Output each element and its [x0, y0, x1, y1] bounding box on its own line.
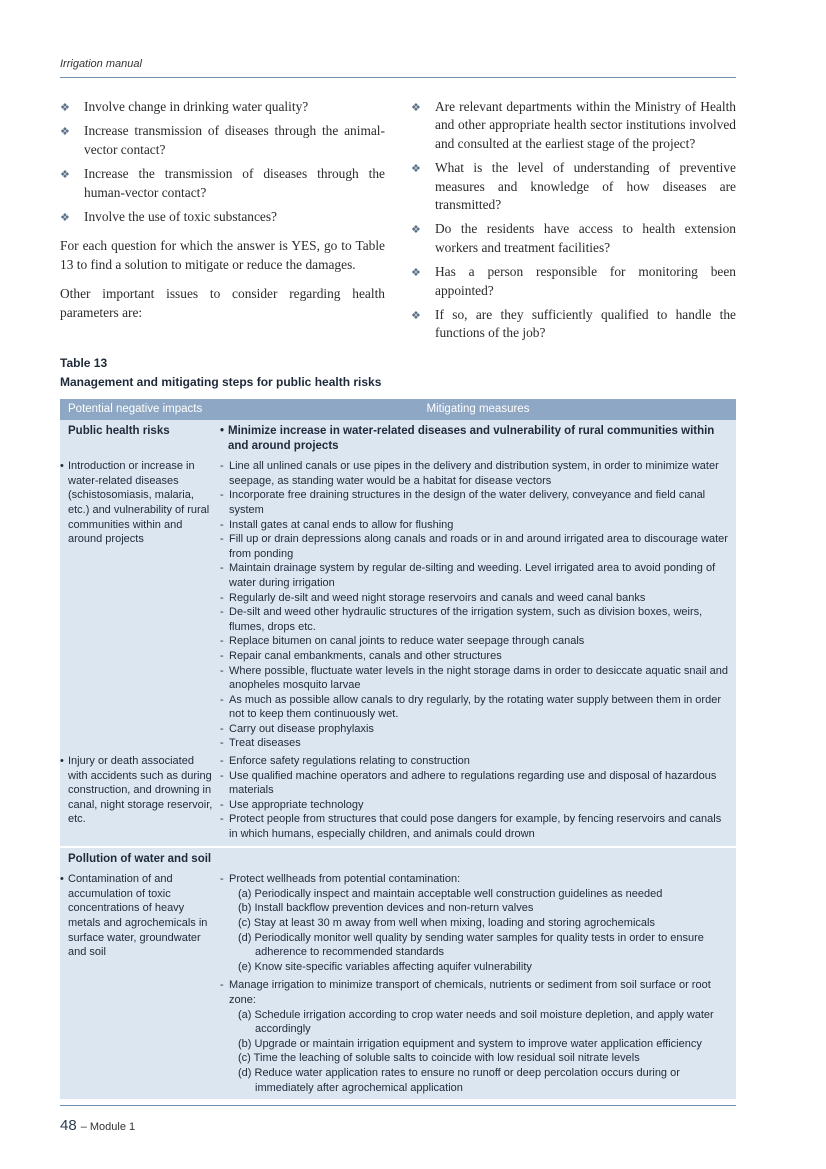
list-item: - Enforce safety regulations relating to construction	[220, 755, 470, 768]
list-item: - Manage irrigation to minimize transport of chemicals, nutrients or sediment from soil surface or root zone: (a) Schedule irrigation according to crop water needs and soil moisture depletion, and apply water accordingly (b) Upgrade or maintain irrigation equipment and system to improve water application efficiency (c) Time the leaching of soluble salts to coincide with low residual soil nitrate levels (d) Reduce water application rates to ensure no runoff or deep percolation occurs during or immediately after agrochemical application	[220, 978, 732, 1095]
list-item: ❖ Are relevant departments within the Ministry of Health and other appropriate health sector institutions involved and consulted at the earliest stage of the project?	[411, 99, 736, 151]
header-rule	[60, 77, 736, 78]
column-header-impacts: Potential negative impacts	[68, 403, 203, 415]
list-item: - De-silt and weed other hydraulic structures of the irrigation system, such as division boxes, weirs, flumes, drops etc.	[220, 606, 703, 633]
section-title: Pollution of water and soil	[68, 852, 212, 865]
diamond-bullet-icon: ❖	[60, 126, 70, 139]
list-item: - Protect wellheads from potential contamination: (a) Periodically inspect and maintain acceptable well construction guidelines as needed (b) Install backflow prevention devices and non-return valves (c) Stay at least 30 m away from well when mixing, loading and storing agrochemicals (d) Periodically monitor well quality by sending water samples for quality tests in order to ensure adherence to recommended standards (e) Know site-specific variables affecting aquifer vulnerability	[220, 872, 732, 974]
diamond-bullet-icon: ❖	[60, 102, 70, 114]
diamond-bullet-icon: ❖	[60, 169, 70, 182]
sub-item: (e) Know site-specific variables affecting aquifer vulnerability	[238, 960, 532, 973]
sub-item: (b) Install backflow prevention devices and non-return valves	[238, 902, 534, 915]
sub-item: (c) Stay at least 30 m away from well when mixing, loading and storing agrochemicals	[238, 917, 655, 929]
list-item: - Fill up or drain depressions along canals and roads or in and around irrigated area to discourage water from ponding	[220, 533, 728, 560]
list-item: ❖ Increase transmission of diseases through the animal-vector contact?	[60, 123, 385, 157]
impact-cell: • Injury or death associated with accidents such as during construction, and drowning in canal, night storage reservoir, etc.	[60, 755, 213, 826]
list-item: - Install gates at canal ends to allow for flushing	[220, 518, 454, 531]
measures-cell	[220, 754, 736, 842]
list-item: ❖ Increase the transmission of diseases through the human-vector contact?	[60, 166, 385, 200]
right-column	[411, 98, 736, 349]
measures-cell	[220, 459, 736, 751]
list-item: - Maintain drainage system by regular de-silting and weeding. Level irrigated area to avoid ponding of water during irrigation	[220, 562, 716, 589]
section-pollution	[60, 846, 736, 1100]
sub-item: (c) Time the leaching of soluble salts to coincide with low residual soil nitrate levels	[238, 1052, 640, 1065]
table-caption: Management and mitigating steps for public health risks	[60, 375, 382, 389]
table-row	[60, 459, 736, 751]
diamond-bullet-icon: ❖	[411, 224, 421, 237]
left-bullet-list	[60, 98, 385, 226]
page-number: 48	[60, 1117, 77, 1134]
list-item: - Carry out disease prophylaxis	[220, 722, 374, 735]
diamond-bullet-icon: ❖	[411, 102, 421, 114]
list-item: - Use qualified machine operators and adhere to regulations regarding use and disposal of hazardous materials	[220, 769, 717, 797]
diamond-bullet-icon: ❖	[60, 212, 70, 225]
list-item: ❖ If so, are they sufficiently qualified to handle the functions of the job?	[411, 307, 736, 341]
table-row	[60, 872, 736, 1095]
list-item: ❖ Involve change in drinking water quality?	[60, 98, 385, 116]
right-bullet-list	[411, 98, 736, 343]
list-item: ❖ Has a person responsible for monitoring been appointed?	[411, 264, 736, 298]
table-number: Table 13	[60, 356, 108, 370]
sub-item: (a) Periodically inspect and maintain acceptable well construction guidelines as needed	[238, 887, 663, 900]
running-header: Irrigation manual	[60, 58, 142, 70]
left-column	[60, 98, 385, 322]
list-item: - Where possible, fluctuate water levels in the night storage dams in order to desiccate aquatic snail and anopheles mosquito larvae	[220, 664, 728, 692]
table-row	[60, 852, 736, 867]
mitigation-table	[60, 399, 736, 1099]
page-footer	[60, 1117, 135, 1134]
table-row	[60, 754, 736, 842]
list-item: ❖ Do the residents have access to health extension workers and treatment facilities?	[411, 221, 736, 255]
list-item: - Incorporate free draining structures in the design of the water delivery, conveyance and field canal system	[220, 489, 706, 516]
list-item: ❖ What is the level of understanding of preventive measures and knowledge of how diseases are transmitted?	[411, 160, 736, 213]
list-item: - Line all unlined canals or use pipes in the delivery and distribution system, in order to minimize water seepage, as standing water would be a habitat for disease vectors	[220, 460, 719, 487]
list-item: - Treat diseases	[220, 737, 301, 750]
issues-paragraph: Other important issues to consider regarding health parameters are:	[60, 286, 385, 320]
footer-rule	[60, 1105, 736, 1106]
sub-item: (d) Reduce water application rates to ensure no runoff or deep percolation occurs during or immediately after agrochemical application	[238, 1066, 680, 1094]
impact-cell: • Introduction or increase in water-related diseases (schistosomiasis, malaria, etc.) and vulnerability of rural communities within and around projects	[60, 460, 210, 546]
section-headline: • Minimize increase in water-related diseases and vulnerability of rural communities within and around projects	[220, 425, 715, 452]
diamond-bullet-icon: ❖	[411, 267, 421, 280]
list-item: - Replace bitumen on canal joints to reduce water seepage through canals	[220, 635, 585, 648]
section-title: Public health risks	[68, 425, 170, 437]
list-item: - Use appropriate technology	[220, 798, 364, 811]
list-item: - As much as possible allow canals to dry regularly, by the rotating water supply between them in order not to keep them continuously wet.	[220, 693, 721, 721]
column-header-measures: Mitigating measures	[426, 403, 530, 415]
list-item: - Repair canal embankments, canals and other structures	[220, 649, 502, 662]
module-label: – Module 1	[80, 1121, 136, 1133]
sub-item: (a) Schedule irrigation according to crop water needs and soil moisture depletion, and apply water accordingly	[238, 1008, 714, 1036]
diamond-bullet-icon: ❖	[411, 310, 421, 323]
list-item: - Protect people from structures that could pose dangers for example, by fencing reservoirs and canals in which humans, especially children, and animals could drown	[220, 813, 722, 841]
list-item: ❖ Involve the use of toxic substances?	[60, 208, 385, 226]
sub-item: (b) Upgrade or maintain irrigation equipment and system to improve water application efficiency	[238, 1037, 702, 1050]
list-item: - Regularly de-silt and weed night storage reservoirs and canals and weed canal banks	[220, 591, 646, 604]
section-public-health	[60, 420, 736, 846]
table-row	[60, 424, 736, 453]
sub-item: (d) Periodically monitor well quality by sending water samples for quality tests in order to ensure adherence to recommended standards	[238, 931, 704, 959]
measures-cell	[220, 872, 736, 1095]
impact-cell: • Contamination of and accumulation of toxic concentrations of heavy metals and agrochemicals in surface water, groundwater and soil	[60, 873, 208, 959]
table-header-row	[60, 399, 736, 420]
instruction-paragraph: For each question for which the answer is YES, go to Table 13 to find a solution to mitigate or reduce the damages.	[60, 238, 385, 272]
diamond-bullet-icon: ❖	[411, 163, 421, 176]
